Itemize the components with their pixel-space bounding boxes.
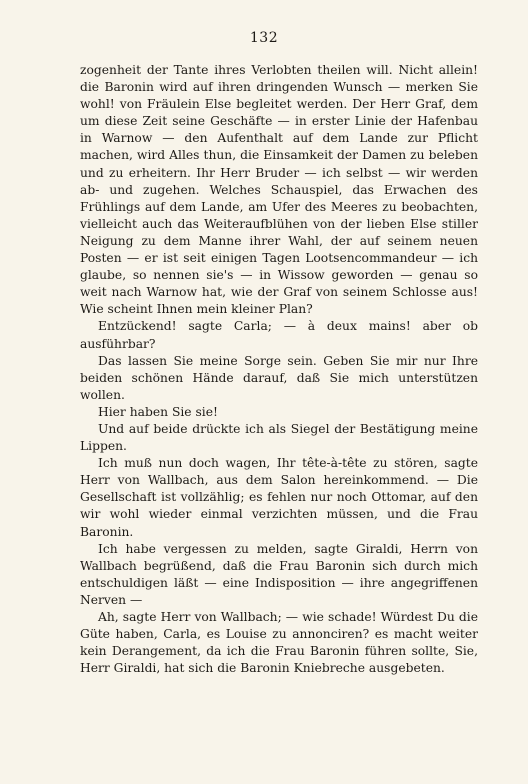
page-number: 132 — [249, 30, 279, 46]
paragraph-8: Ah, sagte Herr von Wallbach; — wie schade! Würdest Du die Güte haben, Carla, es Louise zu annonciren? es macht weiter kein Derangement, da ich die Frau Baronin führen sollte, Sie, Herr Giraldi, hat sich die Baronin Kniebreche ausgebeten. — [80, 610, 478, 676]
paragraph-1: zogenheit der Tante ihres Verlobten theilen will. Nicht allein! die Baronin wird auf ihren dringenden Wunsch — merken Sie wohl! von Fräulein Else begleitet werden. Der Herr Graf, dem um diese Zeit seine Geschäfte — in erster Linie der Hafenbau in Warnow — den Aufenthalt auf dem Lande zur Pflicht machen, wird Alles thun, die Einsamkeit der Damen zu beleben und zu erheitern. Ihr Herr Bruder — ich selbst — wir werden ab- und zugehen. Welches Schauspiel, das Erwachen des Frühlings auf dem Lande, am Ufer des Meeres zu beobachten, vielleicht auch das Weiteraufblühen von der lieben Else stiller Neigung zu dem Manne ihrer Wahl, der auf seinem neuen Posten — er ist seit einigen Tagen Lootsencommandeur — ich glaube, so nennen sie's — in Wissow geworden — genau so weit nach Warnow hat, wie der Graf von seinem Schlosse aus! Wie scheint Ihnen mein kleiner Plan? — [80, 63, 478, 317]
paragraph-5: Und auf beide drückte ich als Siegel der Bestätigung meine Lippen. — [80, 421, 478, 454]
paragraph-3: Das lassen Sie meine Sorge sein. Geben Sie mir nur Ihre beiden schönen Hände darauf, daß Sie mich unterstützen wollen. — [80, 353, 478, 402]
page-body-text — [80, 62, 478, 677]
paragraph-2: Entzückend! sagte Carla; — à deux mains! aber ob ausführbar? — [80, 319, 478, 351]
paragraph-7: Ich habe vergessen zu melden, sagte Giraldi, Herrn von Wallbach begrüßend, daß die Frau Baronin sich durch mich entschuldigen läßt — eine Indisposition — ihre angegriffenen Nerven — — [80, 541, 478, 607]
paragraph-4: Hier haben Sie sie! — [98, 404, 218, 419]
paragraph-6: Ich muß nun doch wagen, Ihr tête-à-tête zu stören, sagte Herr von Wallbach, aus dem Salon hereinkommend. — Die Gesellschaft ist vollzählig; es fehlen nur noch Ottomar, auf den wir wohl wieder einmal verzichten müssen, und die Frau Baronin. — [80, 456, 478, 539]
